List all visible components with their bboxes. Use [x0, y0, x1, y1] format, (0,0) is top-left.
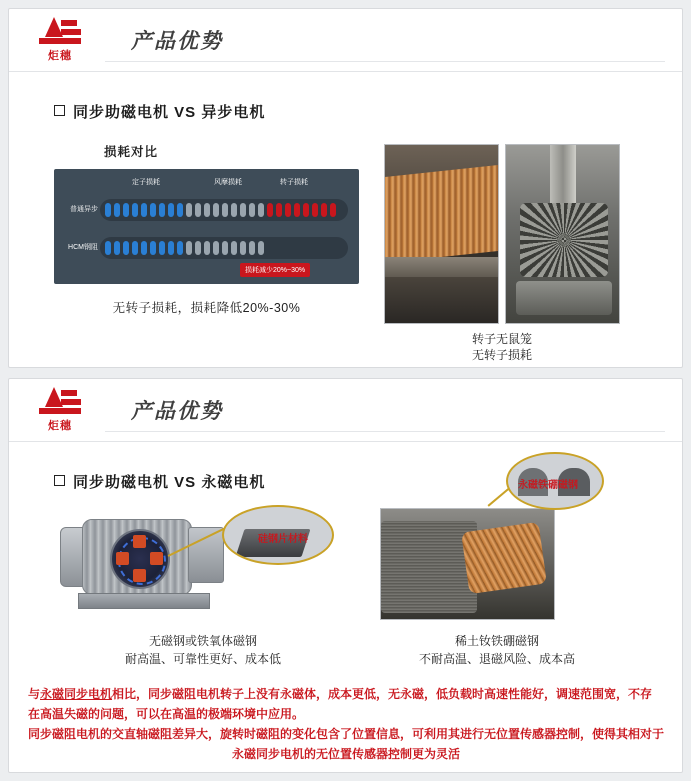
right-caption-line1: 稀土钕铁硼磁钢 [454, 634, 539, 648]
chart-legend [54, 177, 359, 191]
left-caption-line1: 无磁钢或铁氧体磁钢 [148, 634, 257, 648]
chart-segment [258, 241, 264, 255]
chart-segment [177, 241, 183, 255]
slide-2-section-title [54, 471, 265, 492]
rotor-photo-caption-line1: 转子无鼠笼 [471, 332, 532, 346]
chart-segment [159, 203, 165, 217]
bottom-paragraph-2: 同步磁阻电机的交直轴磁阻差异大，旋转时磁阻的变化包含了位置信息，可利用其进行无位置传感器控制，使得其相对于永磁同步电机的无位置传感器控制更为灵活 [28, 727, 665, 761]
slide-2-section-title-text: 同步助磁电机 VS 永磁电机 [73, 474, 266, 491]
chart-segment [141, 203, 147, 217]
company-logo [31, 17, 89, 63]
left-caption [78, 632, 328, 668]
chart-segment [168, 241, 174, 255]
chart-segment [222, 241, 228, 255]
bottom-p1-post: 相比，同步磁阻电机转子上没有永磁体，成本更低，无永磁，低负载时高速性能好，调速范围宽，不存在高温失磁的问题，可以在高温的极端环境中应用。 [28, 687, 653, 721]
logo-text-2: 炬穗 [48, 420, 72, 432]
chart-segment [105, 241, 111, 255]
chart-bar-row-async [100, 199, 348, 221]
chart-segment [258, 203, 264, 217]
rotor-photo-right [505, 144, 620, 324]
chart-segment [114, 203, 120, 217]
logo-flame-icon-2 [31, 387, 89, 417]
motor-illustration [60, 505, 245, 625]
chart-segment [141, 241, 147, 255]
header-divider [105, 61, 665, 62]
slide-2-header [9, 379, 682, 442]
silicon-steel-callout-label: 硅钢片材料 [258, 534, 308, 545]
chart-segment [231, 241, 237, 255]
bottom-paragraph-1 [28, 684, 664, 724]
chart-segment [285, 203, 291, 217]
slide-1-header [9, 9, 682, 72]
chart-segment [240, 203, 246, 217]
ndfeb-magnet-callout-label: 永磁铁硼磁钢 [518, 480, 578, 491]
slide-1-section-title [54, 101, 265, 122]
rotor-photo-left [384, 144, 499, 324]
chart-segment [105, 203, 111, 217]
chart-segment [213, 203, 219, 217]
header-divider-2 [105, 431, 665, 432]
legend-item-windage: 风摩损耗 [214, 179, 242, 186]
chart-segment [213, 241, 219, 255]
chart-segment [186, 203, 192, 217]
chart-segment [150, 241, 156, 255]
chart-segment [321, 203, 327, 217]
chart-segment [159, 241, 165, 255]
chart-segment [123, 203, 129, 217]
bullet-square-icon-2 [54, 475, 65, 486]
chart-segment [303, 203, 309, 217]
slide-2-title: 产品优势 [131, 400, 223, 423]
left-caption-line2: 耐高温、可靠性更好、成本低 [124, 652, 281, 666]
bullet-square-icon [54, 105, 65, 116]
rotor-cross-section [110, 529, 170, 589]
chart-segment [204, 241, 210, 255]
chart-panel [54, 169, 359, 284]
chart-segment [249, 203, 255, 217]
chart-segment [276, 203, 282, 217]
legend-item-stator: 定子损耗 [132, 179, 160, 186]
chart-caption: 无转子损耗，损耗降低20%-30% [112, 301, 301, 315]
chart-title: 损耗对比 [104, 145, 159, 159]
chart-bar-row-hcm [100, 237, 348, 259]
slide-1-section-title-text: 同步助磁电机 VS 异步电机 [73, 104, 266, 121]
chart-segment [222, 203, 228, 217]
chart-segment [177, 203, 183, 217]
logo-text: 炬穗 [48, 50, 72, 62]
chart-segment [204, 203, 210, 217]
chart-segment [195, 203, 201, 217]
chart-segment [231, 203, 237, 217]
chart-segment [330, 203, 336, 217]
chart-segment [150, 203, 156, 217]
chart-segment [294, 203, 300, 217]
chart-segment [168, 203, 174, 217]
rotor-photo-caption-line2: 无转子损耗 [471, 348, 532, 362]
loss-comparison-chart [54, 142, 359, 316]
chart-row-label-hcm: HCM钢阻 [68, 244, 98, 251]
chart-segment [267, 203, 273, 217]
bottom-p1-pre: 与 [28, 687, 41, 701]
right-caption [372, 632, 622, 668]
company-logo-2 [31, 387, 89, 433]
chart-segment [114, 241, 120, 255]
chart-segment [132, 203, 138, 217]
chart-segment [312, 203, 318, 217]
chart-segment [123, 241, 129, 255]
right-caption-line2: 不耐高温、退磁风险、成本高 [418, 652, 575, 666]
chart-segment [186, 241, 192, 255]
chart-row-label-async: 普通异步 [70, 206, 98, 213]
chart-segment [240, 241, 246, 255]
permanent-magnet-photo [380, 508, 555, 620]
logo-flame-icon [31, 17, 89, 47]
slide-product-advantage-1 [8, 8, 683, 368]
bottom-p1-highlight: 永磁同步电机 [40, 687, 113, 701]
bottom-summary-text [28, 684, 664, 764]
legend-item-rotor: 转子损耗 [280, 179, 308, 186]
slide-1-title: 产品优势 [131, 30, 223, 53]
chart-segment [132, 241, 138, 255]
chart-annotation-badge: 损耗减少20%~30% [240, 263, 310, 277]
chart-segment [249, 241, 255, 255]
chart-segment [195, 241, 201, 255]
rotor-photo-caption [384, 331, 620, 363]
